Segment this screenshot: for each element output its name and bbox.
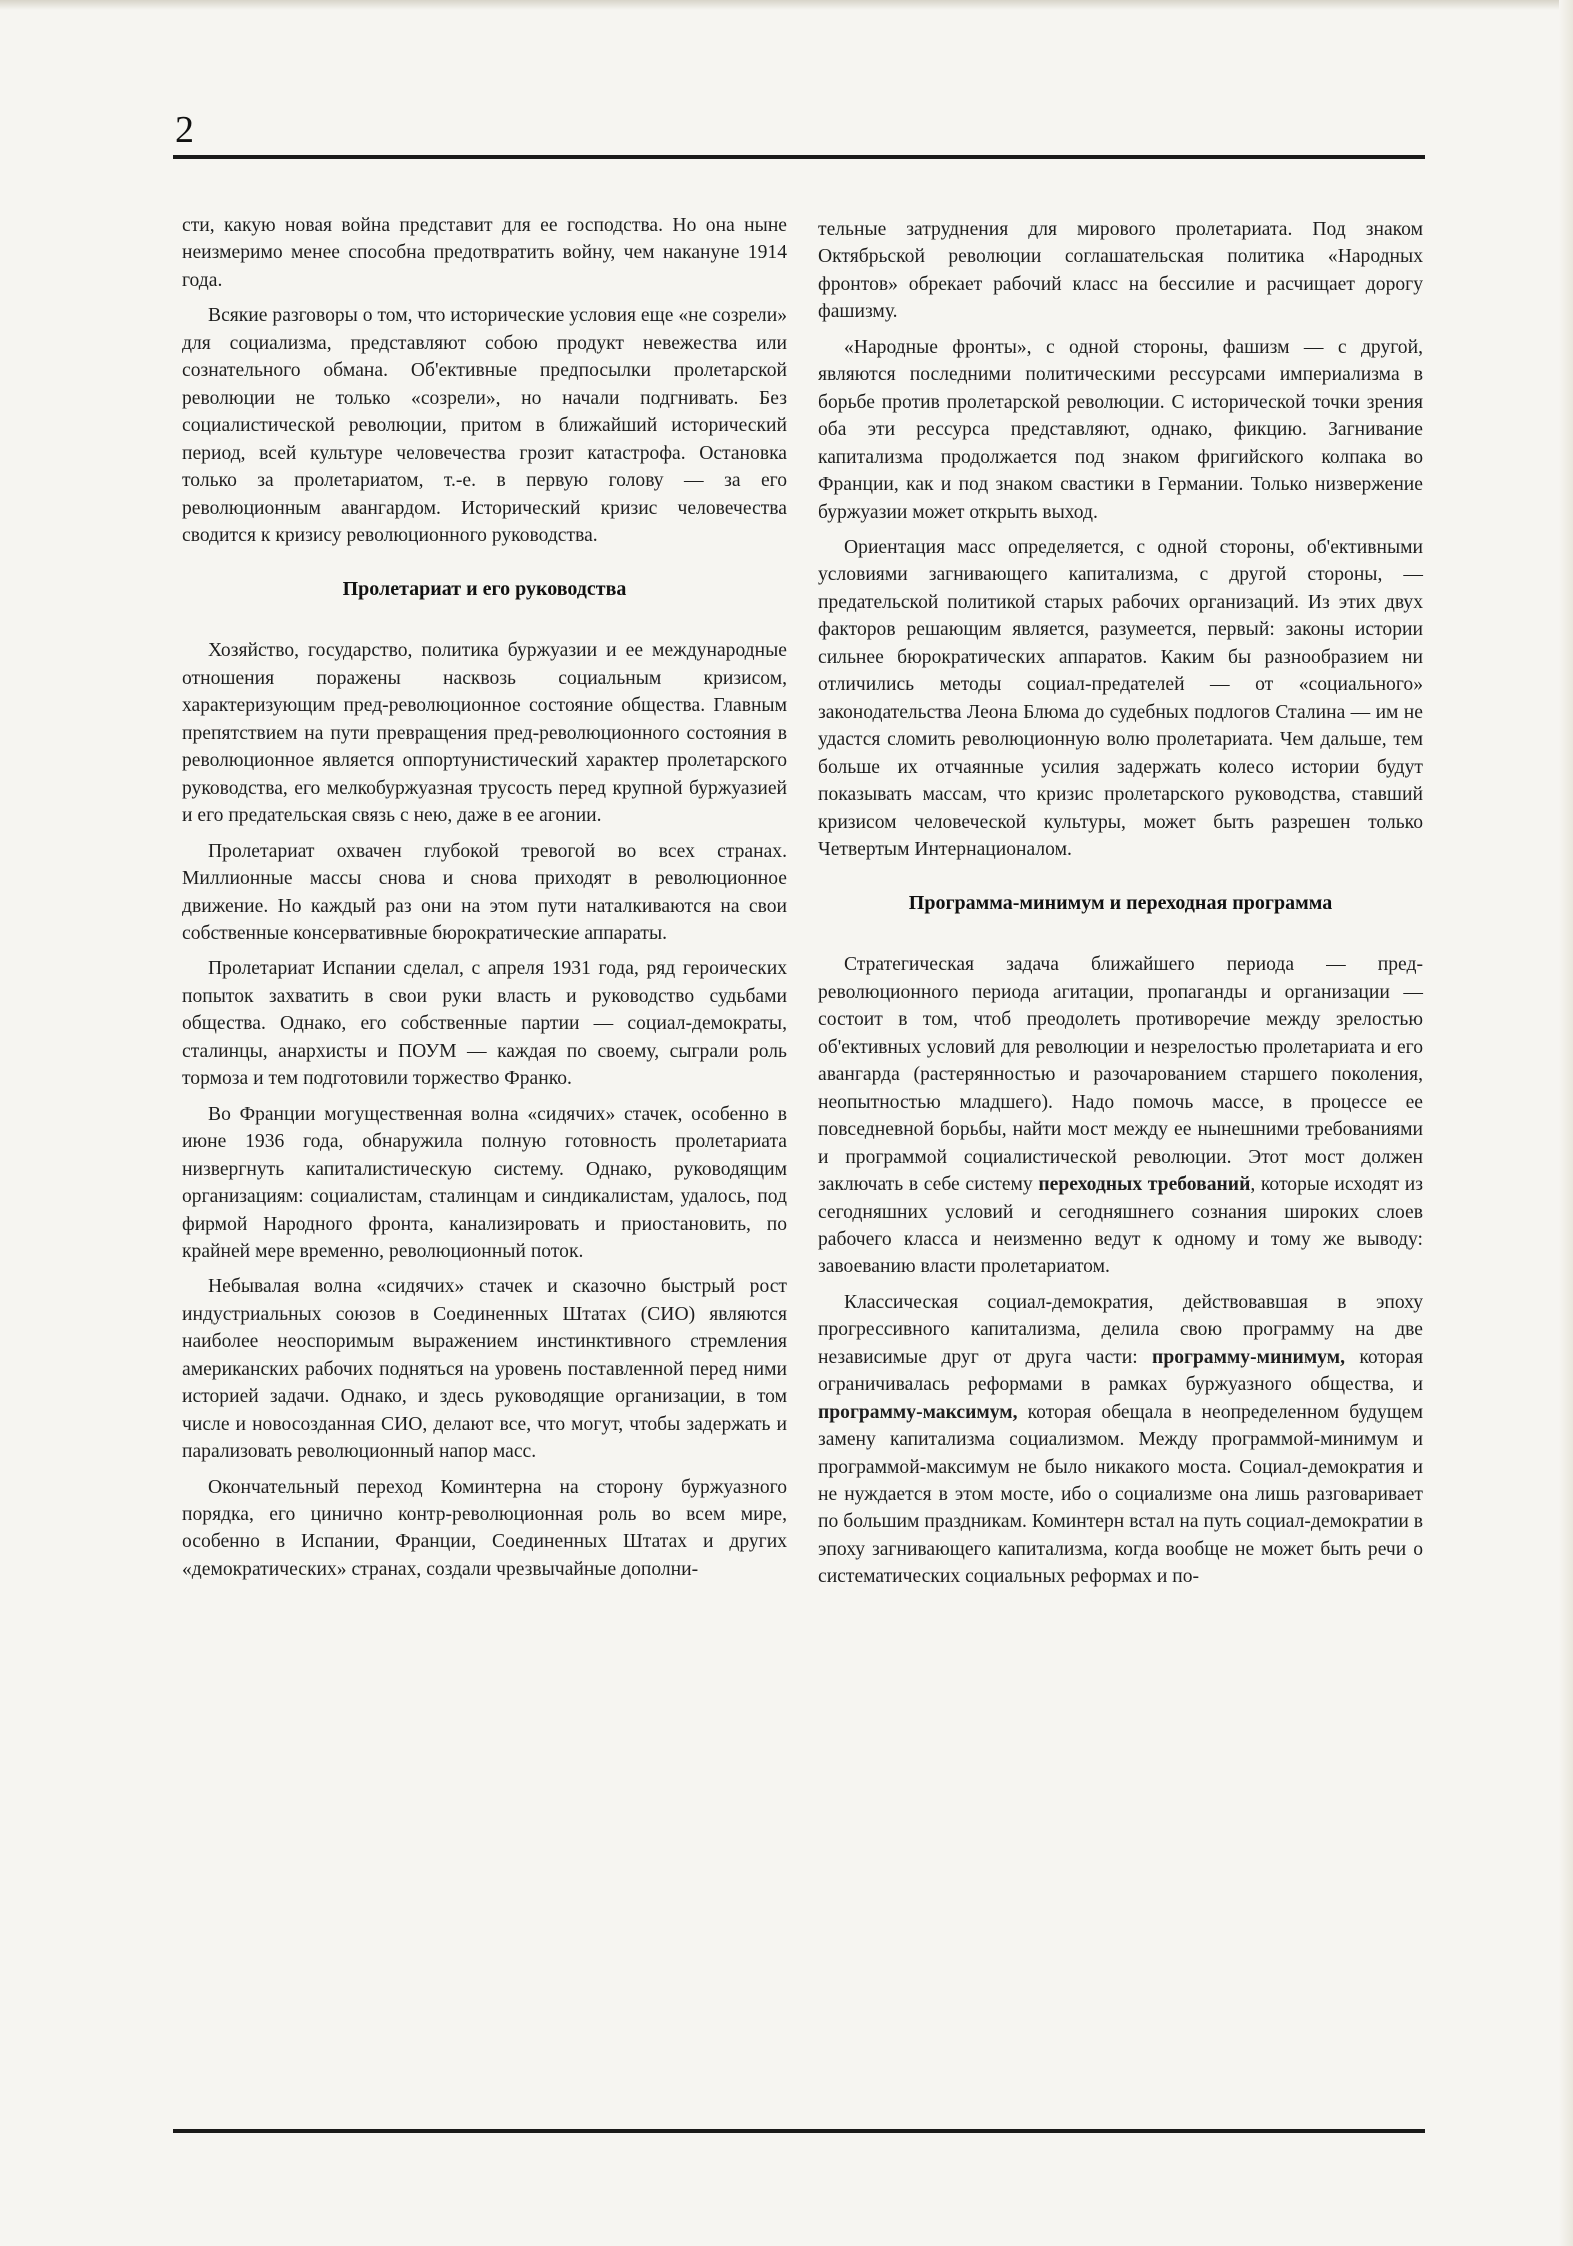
scan-right-edge (1559, 0, 1573, 2246)
left-column (182, 212, 787, 1591)
paragraph: Во Франции могущественная волна «сидячих» стачек, особенно в июне 1936 года, обнаружила полную готовность пролетариата низвергнуть капиталистическую систему. Однако, руководящим организациям: социалистам, сталинцам и синдикалистам, удалось, под фирмой Народного фронта, канализировать и приостановить, по крайней мере временно, революционный поток. (182, 1103, 787, 1262)
section-heading: Программа-минимум и переходная программа (908, 892, 1333, 915)
paragraph: Хозяйство, государство, политика буржуазии и ее международные отношения поражены насквозь социальным кризисом, характеризующим пред-революционное состояние общества. Главным препятствием на пути превращения пред-революционного состояния в революционное является оппортунистический характер пролетарского руководства, его мелкобуржуазная трусость перед крупной буржуазией и его предательская связь с нею, даже в ее агонии. (182, 640, 787, 827)
paragraph: сти, какую новая война представит для ее господства. Но она ныне неизмеримо менее способна предотвратить войну, чем накануне 1914 года. (182, 215, 787, 291)
paragraph: тельные затруднения для мирового пролетариата. Под знаком Октябрьской революции соглашательская политика «Народных фронтов» обрекает рабочий класс на бессилие и расчищает дорогу фашизму. (818, 219, 1423, 323)
paragraph (818, 951, 1423, 1280)
bold-term: переходных требований (1038, 1174, 1251, 1196)
section-heading: Пролетариат и его руководства (342, 578, 627, 601)
text-run: которая ограничивалась реформами в рамках буржуазного общества, и (818, 1346, 1423, 1396)
paragraph: Ориентация масс определяется, с одной стороны, об'ективными условиями загнивающего капитализма, с другой стороны, — предательской политикой старых рабочих организаций. Из этих двух факторов решающим является, разумеется, первый: законы истории сильнее бюрократических аппаратов. Каким бы разнообразием ни отличились методы социал-предателей — от «социального» законодательства Леона Блюма до судебных подлогов Сталина — им не удастся сломить революционную волю пролетариата. Чем дальше, тем больше их отчаянные усилия задержать колесо истории будут показывать массам, что кризис пролетарского руководства, ставший кризисом человеческой культуры, может быть разрешен только Четвертым Интернационалом. (818, 536, 1423, 860)
paragraph: Окончательный переход Коминтерна на сторону буржуазного порядка, его цинично контр-революционная роль во всем мире, особенно в Испании, Франции, Соединенных Штатах и других «демократических» странах, создали чрезвычайные дополни- (182, 1476, 787, 1580)
paragraph (818, 1289, 1423, 1591)
paragraph: Небывалая волна «сидячих» стачек и сказочно быстрый рост индустриальных союзов в Соединенных Штатах (СИО) являются наиболее неоспоримым выражением инстинктивного стремления американских рабочих подняться на уровень поставленной перед ними историей задачи. Однако, и здесь руководящие организации, в том числе и новосозданная СИО, делают все, что могут, чтобы задержать и парализовать революционный напор масс. (182, 1276, 787, 1463)
header-rule (173, 155, 1425, 159)
bold-term: программу-минимум, (1152, 1346, 1345, 1368)
paragraph: Всякие разговоры о том, что исторические условия еще «не созрели» для социализма, представляют собою продукт невежества или сознательного обмана. Об'ективные предпосылки пролетарской революции не только «созрели», но начали подгнивать. Без социалистической революции, притом в ближайший исторический период, всей культуре человечества грозит катастрофа. Остановка только за пролетариатом, т.-е. в первую голову — за его революционным авангардом. Исторический кризис человечества сводится к кризису революционного руководства. (182, 305, 787, 546)
text-run: которая обещала в неопределенном будущем замену капитализма социализмом. Между программой-минимум и программой-максимум не было никакого моста. Социал-демократия и не нуждается в этом мосте, ибо о социализме она лишь разговаривает по большим праздникам. Коминтерн встал на путь социал-демократии в эпоху загнивающего капитализма, когда вообще не может быть речи о систематических социальных реформах и по- (818, 1401, 1423, 1588)
scan-top-edge (0, 0, 1573, 10)
text-run: Стратегическая задача ближайшего периода — пред-революционного периода агитации, пропаганды и организации — состоит в том, чтоб преодолеть противоречие между зрелостью об'ективных условий для революции и незрелостью пролетариата и его авангарда (растерянностью и разочарованием старшего поколения, неопытностью младшего). Надо помочь массе, в процессе ее повседневной борьбы, найти мост между ее нынешними требованиями и программой социалистической революции. Этот мост должен заключать в себе систему (818, 954, 1423, 1196)
page-number: 2 (175, 109, 194, 151)
text-run: Классическая социал-демократия, действовавшая в эпоху прогрессивного капитализма, делила свою программу на две независимые друг от друга части: (818, 1291, 1423, 1368)
paragraph: «Народные фронты», с одной стороны, фашизм — с другой, являются последними политическими рессурсами империализма в борьбе против пролетарской революции. С исторической точки зрения оба эти рессурса представляют, однако, фикцию. Загнивание капитализма продолжается под знаком фригийского колпака во Франции, как и под знаком свастики в Германии. Только низвержение буржуазии может открыть выход. (818, 336, 1423, 523)
footer-rule (173, 2129, 1425, 2133)
text-run: , которые исходят из сегодняшних условий и сегодняшнего сознания широких слоев рабочего класса и неизменно ведут к одному и тому же выводу: завоеванию власти пролетариатом. (818, 1174, 1423, 1278)
right-column (818, 216, 1423, 1599)
paragraph: Пролетариат охвачен глубокой тревогой во всех странах. Миллионные массы снова и снова приходят в революционное движение. Но каждый раз они на этом пути наталкиваются на свои собственные консервативные бюрократические аппараты. (182, 840, 787, 944)
bold-term: программу-максимум, (818, 1401, 1018, 1423)
paragraph: Пролетариат Испании сделал, с апреля 1931 года, ряд героических попыток захватить в свои руки власть и руководство судьбами общества. Однако, его собственные партии — социал-демократы, сталинцы, анархисты и ПОУМ — каждая по своему, сыграли роль тормоза и тем подготовили торжество Франко. (182, 958, 787, 1090)
